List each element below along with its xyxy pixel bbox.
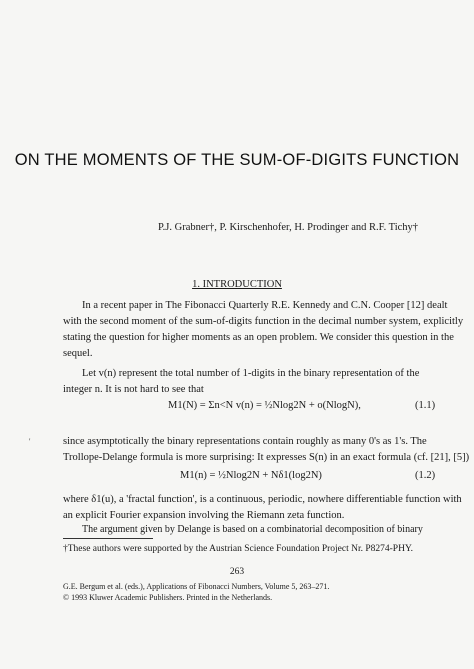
paragraph-5-line-1: The argument given by Delange is based on a combinatorial decomposition of binary bbox=[82, 524, 423, 535]
equation-1-2-number: (1.2) bbox=[415, 470, 436, 481]
bibliographic-line-1: G.E. Bergum et al. (eds.), Applications of Fibonacci Numbers, Volume 5, 263–271. bbox=[63, 582, 330, 591]
paragraph-2-line-2: integer n. It is not hard to see that bbox=[63, 384, 204, 395]
page-number: 263 bbox=[229, 567, 245, 577]
footnote: †These authors were supported by the Austrian Science Foundation Project Nr. P8274-PHY. bbox=[63, 544, 413, 554]
equation-1-2: M1(n) = ½Nlog2N + Nδ1(log2N) bbox=[180, 470, 322, 481]
equation-1-1: M1(N) = Σn<N v(n) = ½Nlog2N + o(NlogN), bbox=[168, 400, 361, 411]
margin-mark: ' bbox=[29, 437, 31, 446]
equation-1-1-number: (1.1) bbox=[415, 400, 436, 411]
paragraph-1-line-2: with the second moment of the sum-of-digits function in the decimal number system, explicitly bbox=[63, 316, 464, 327]
section-heading bbox=[0, 279, 474, 290]
paragraph-3-line-1: since asymptotically the binary representations contain roughly as many 0's as 1's. The bbox=[63, 436, 427, 447]
paragraph-3-line-2: Trollope-Delange formula is more surprising: It expresses S(n) in an exact formula (cf. [21], [5]) bbox=[63, 452, 470, 463]
paragraph-1-line-1: In a recent paper in The Fibonacci Quarterly R.E. Kennedy and C.N. Cooper [12] dealt bbox=[82, 300, 448, 311]
paragraph-4-line-1: where δ1(u), a 'fractal function', is a continuous, periodic, nowhere differentiable function with bbox=[63, 494, 462, 505]
paragraph-1-line-3: stating the question for higher moments as an open problem. We consider this question in the bbox=[63, 332, 454, 343]
paragraph-1-line-4: sequel. bbox=[63, 348, 93, 359]
paragraph-4-line-2: an explicit Fourier expansion involving the Riemann zeta function. bbox=[63, 510, 345, 521]
author-list: P.J. Grabner†, P. Kirschenhofer, H. Prodinger and R.F. Tichy† bbox=[158, 222, 419, 233]
bibliographic-line-2: © 1993 Kluwer Academic Publishers. Printed in the Netherlands. bbox=[63, 593, 273, 602]
paper-title: ON THE MOMENTS OF THE SUM-OF-DIGITS FUNCTION bbox=[14, 151, 460, 169]
footnote-rule bbox=[63, 538, 153, 539]
paragraph-2-line-1: Let v(n) represent the total number of 1-digits in the binary representation of the bbox=[82, 368, 420, 379]
section-heading-text: 1. INTRODUCTION bbox=[192, 279, 282, 290]
